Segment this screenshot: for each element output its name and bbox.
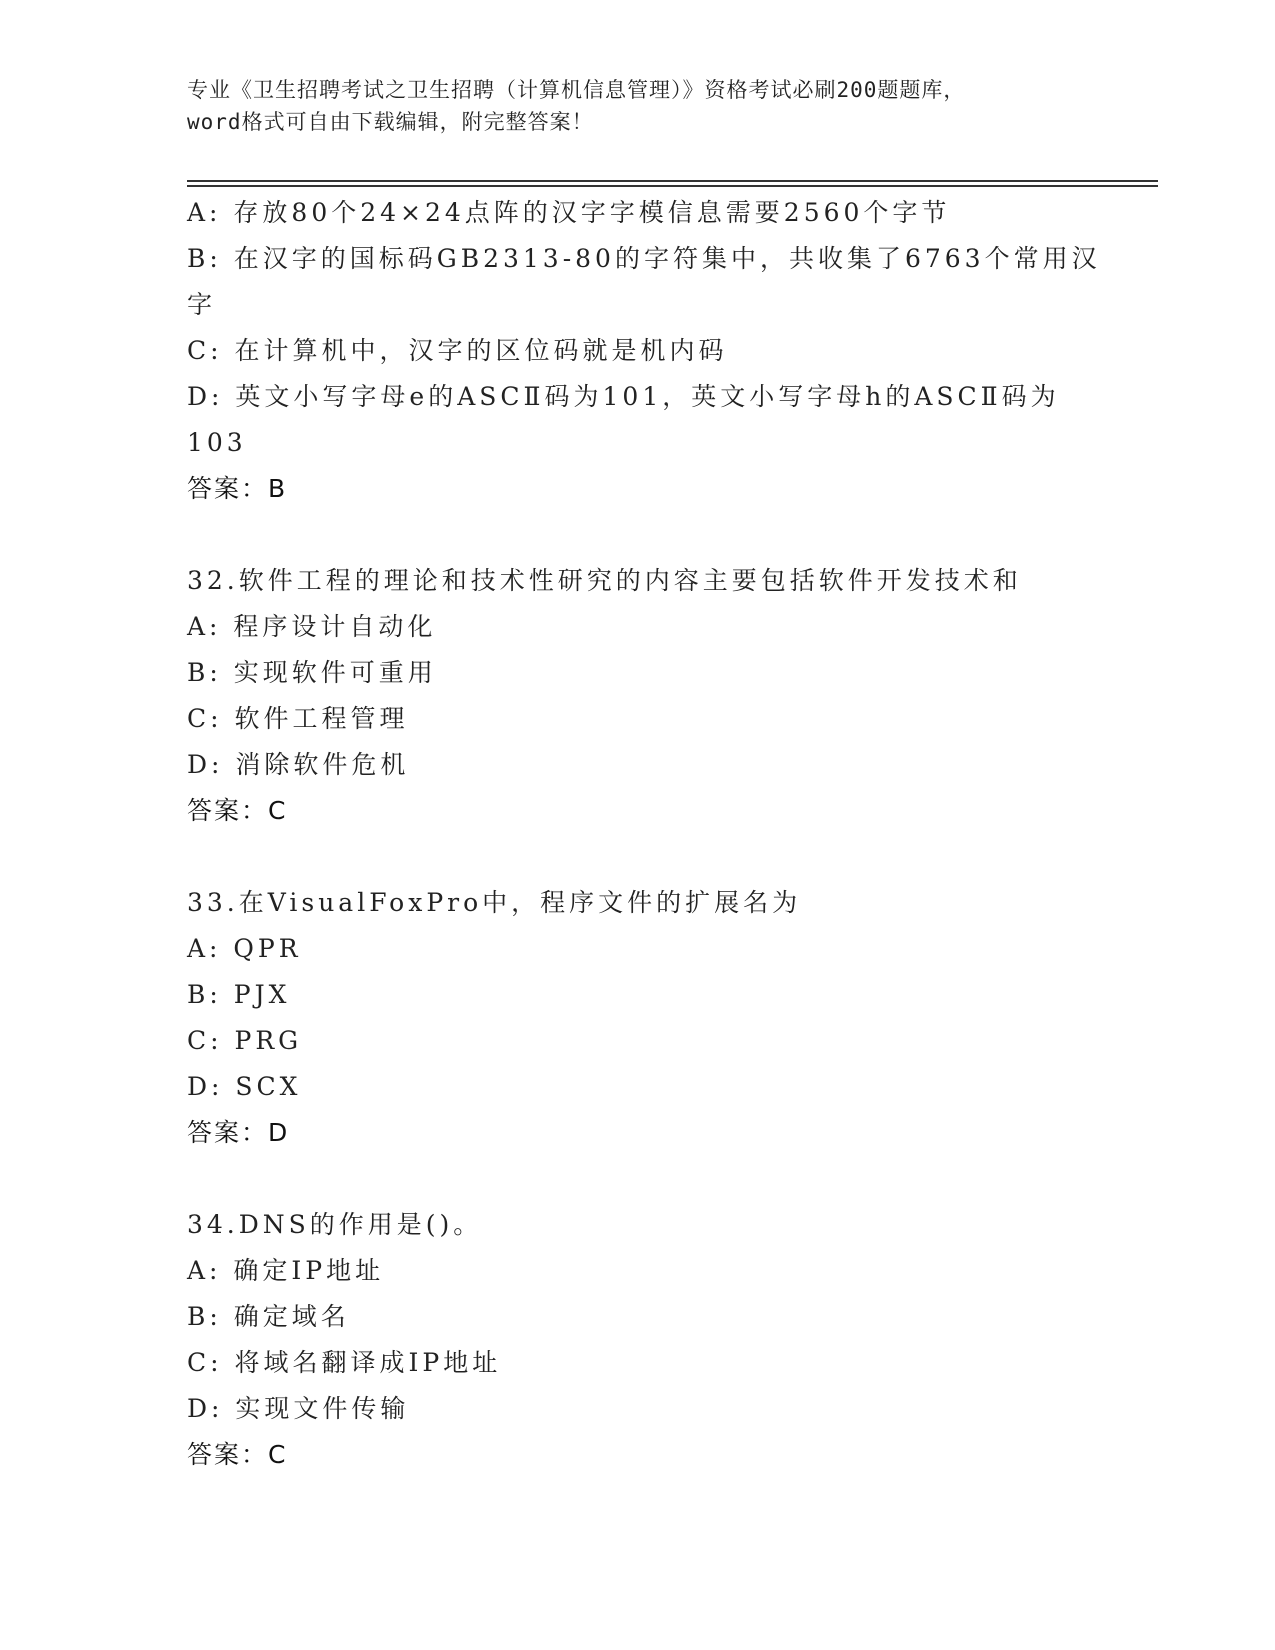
- spacer: [187, 512, 1087, 558]
- answer-label: 答案：C: [187, 1440, 288, 1469]
- option-d: D: SCX: [187, 1072, 302, 1101]
- answer-label: 答案：B: [187, 474, 288, 503]
- header-title-line-1: 专业《卫生招聘考试之卫生招聘（计算机信息管理）》资格考试必刷200题题库，: [187, 78, 966, 102]
- question-34: [187, 1202, 1087, 1478]
- question-32: [187, 558, 1087, 834]
- option-b: B: 确定域名: [187, 1302, 350, 1331]
- spacer: [187, 834, 1087, 880]
- header-title-line-2: word格式可自由下载编辑，附完整答案！: [187, 110, 594, 134]
- option-d: D: 实现文件传输: [187, 1394, 410, 1423]
- option-d: D: 消除软件危机: [187, 750, 410, 779]
- spacer: [187, 1156, 1087, 1202]
- option-a: A: 存放80个24×24点阵的汉字字模信息需要2560个字节: [187, 198, 951, 227]
- question-stem: 34.DNS的作用是()。: [187, 1210, 483, 1239]
- answer-label: 答案：D: [187, 1118, 290, 1147]
- question-33: [187, 880, 1087, 1156]
- option-b: B: PJX: [187, 980, 291, 1009]
- option-a: A: QPR: [187, 934, 302, 963]
- option-b: B: 在汉字的国标码GB2313-80的字符集中，共收集了6763个常用汉: [187, 244, 1101, 273]
- option-a: A: 确定IP地址: [187, 1256, 385, 1285]
- option-b-continued: 字: [187, 290, 217, 319]
- option-c: C: 在计算机中，汉字的区位码就是机内码: [187, 336, 728, 365]
- option-c: C: PRG: [187, 1026, 303, 1055]
- question-list: [187, 190, 1101, 1478]
- header-divider-bottom: [187, 185, 1158, 187]
- option-c: C: 将域名翻译成IP地址: [187, 1348, 502, 1377]
- document-header: [187, 74, 1087, 138]
- option-d-continued: 103: [187, 428, 247, 457]
- question-stem: 32.软件工程的理论和技术性研究的内容主要包括软件开发技术和: [187, 566, 1022, 595]
- answer-label: 答案：C: [187, 796, 288, 825]
- header-divider-top: [187, 180, 1158, 182]
- option-b: B: 实现软件可重用: [187, 658, 437, 687]
- option-c: C: 软件工程管理: [187, 704, 409, 733]
- question-stem: 33.在VisualFoxPro中，程序文件的扩展名为: [187, 888, 802, 917]
- option-a: A: 程序设计自动化: [187, 612, 437, 641]
- question-31-continued: [187, 190, 1101, 512]
- option-d: D: 英文小写字母e的ASCⅡ码为101，英文小写字母h的ASCⅡ码为: [187, 382, 1060, 411]
